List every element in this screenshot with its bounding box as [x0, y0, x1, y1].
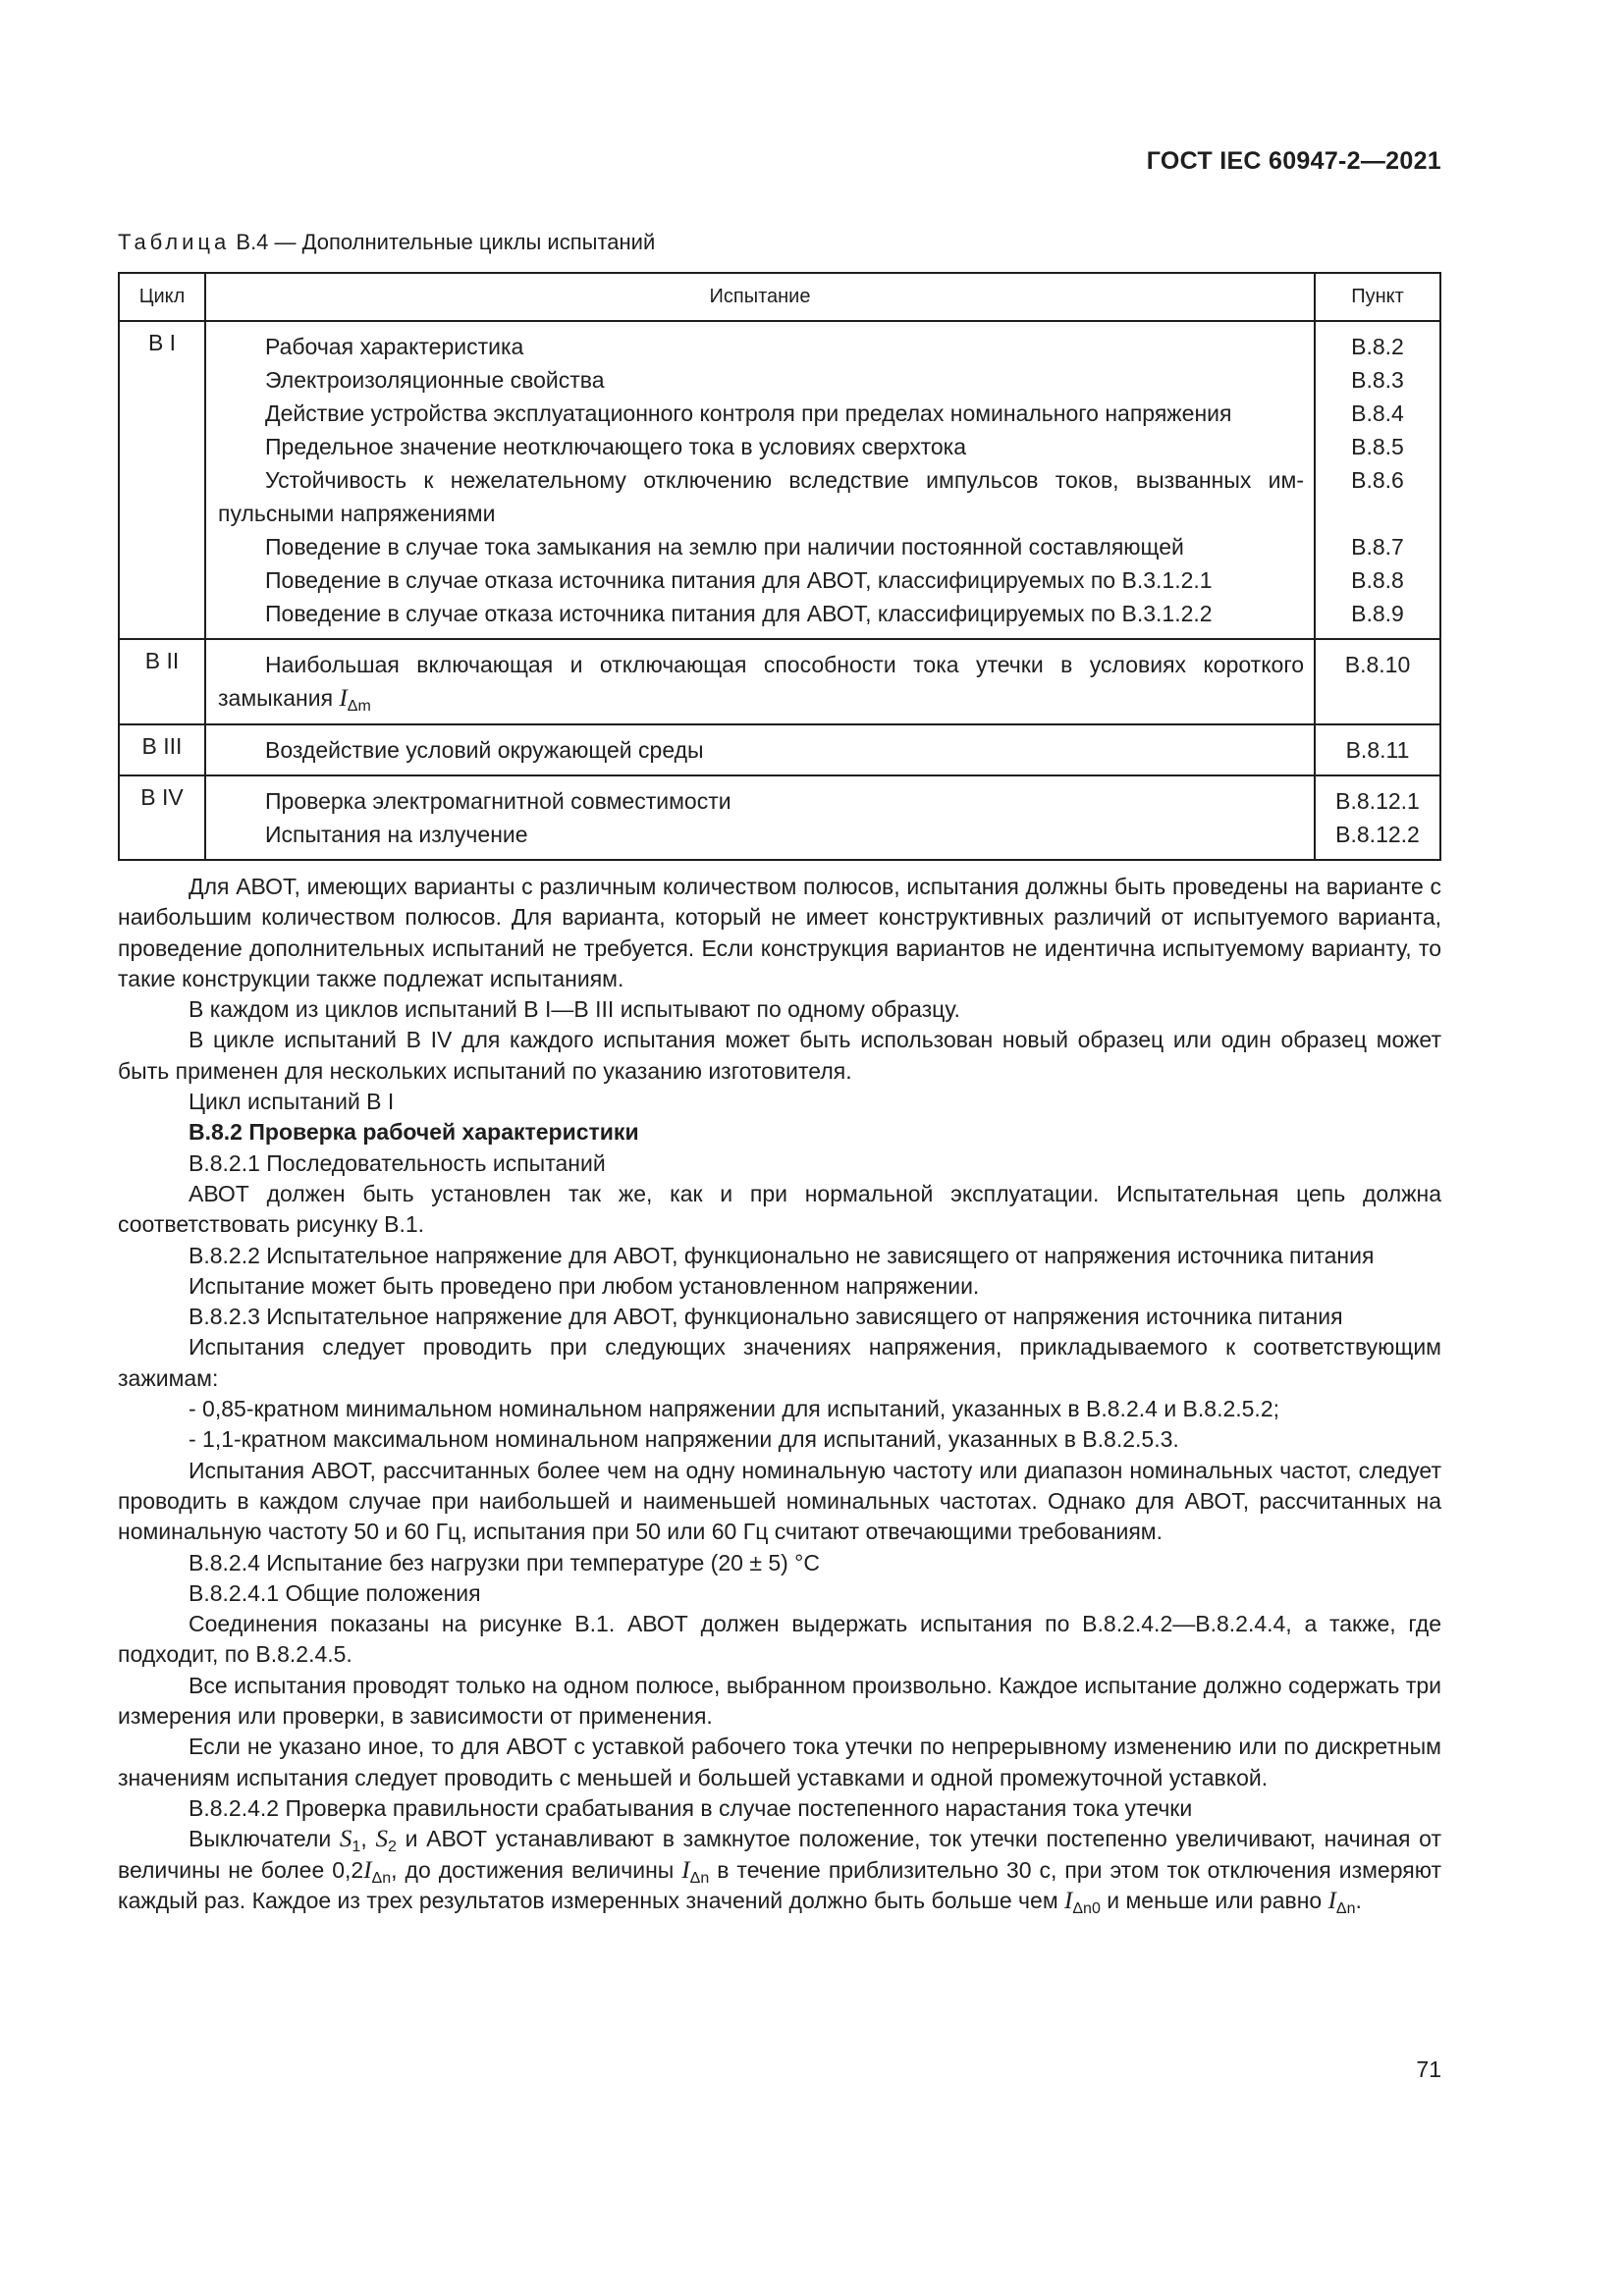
paragraph: Для АВОТ, имеющих варианты с различным количеством полюсов, испытания должны быть проведены на варианте с наибольшим количеством полюсов. Для варианта, который не имеет конструктивных различий от испытуемого варианта, проведение дополнительных испытаний не требуется. Если конструкция вариантов не идентична испытуемому варианту, то такие конструкции также подлежат испытаниям.: [118, 874, 1441, 991]
paragraph: В цикле испытаний В IV для каждого испытания может быть использован новый образец или один образец может быть применен для нескольких испытаний по указанию изготовителя.: [118, 1027, 1441, 1084]
column-header-test: Испытание: [205, 273, 1315, 321]
test-cycles-table: [118, 272, 1441, 861]
current-subscript: Δn0: [1072, 1899, 1101, 1917]
test-line: Воздействие условий окружающей среды: [265, 737, 704, 763]
cycle-cell: В III: [119, 724, 205, 775]
text-run: , до достижения величины: [391, 1856, 682, 1883]
test-line: Поведение в случае отказа источника питания для АВОТ, классифицируемых по В.3.1.2.2: [265, 601, 1213, 626]
clause-number: В.8.11: [1345, 737, 1410, 763]
switch-subscript: 1: [352, 1839, 361, 1856]
table-row: [119, 321, 1440, 639]
subsection-heading: В.8.2.2 Испытательное напряжение для АВОТ, функционально не зависящего от напряжения источника питания: [189, 1242, 1375, 1268]
standard-header: ГОСТ IEC 60947-2—2021: [1146, 147, 1441, 175]
clause-number: В.8.4: [1351, 400, 1404, 426]
clause-cell: [1315, 724, 1440, 775]
test-line: Электроизоляционные свойства: [265, 367, 605, 393]
table-row: [119, 639, 1440, 724]
subsection-heading: В.8.2.4.1 Общие положения: [189, 1579, 481, 1606]
test-line: Испытания на излучение: [265, 822, 528, 847]
paragraph: Соединения показаны на рисунке В.1. АВОТ должен выдержать испытания по В.8.2.4.2—В.8.2.4.4, а также, где подходит, по В.8.2.4.5.: [118, 1611, 1441, 1668]
test-line: Устойчивость к нежелательному отключению вследствие импульсов токов, вызванных им-: [265, 467, 1304, 493]
section-heading: В.8.2 Проверка рабочей характеристики: [189, 1119, 639, 1146]
current-subscript: Δn: [1335, 1899, 1356, 1917]
paragraph: Испытания следует проводить при следующих значениях напряжения, прикладываемого к соответствующим зажимам:: [118, 1334, 1441, 1391]
text-run: .: [1355, 1887, 1362, 1913]
clause-number: В.8.10: [1344, 652, 1411, 677]
clause-number: В.8.12.2: [1335, 822, 1420, 847]
text-run: в течение приблизительно 30 с, при этом ток отключения измеряют каждый раз. Каждое из трех результатов измеренных значений должно быть больше чем: [118, 1856, 1441, 1913]
test-line: Поведение в случае отказа источника питания для АВОТ, классифицируемых по В.3.1.2.1: [265, 567, 1213, 593]
clause-number: В.8.9: [1351, 601, 1404, 626]
clause-number: В.8.5: [1351, 434, 1404, 459]
paragraph: Цикл испытаний В I: [189, 1089, 395, 1115]
subsection-heading: В.8.2.3 Испытательное напряжение для АВОТ, функционально зависящего от напряжения источника питания: [189, 1304, 1343, 1330]
test-line: [218, 681, 1304, 716]
current-symbol: I: [1327, 1887, 1336, 1914]
paragraph: Испытание может быть проведено при любом установленном напряжении.: [189, 1272, 980, 1299]
current-symbol: I: [681, 1856, 690, 1884]
current-symbol: I: [1064, 1887, 1073, 1914]
current-symbol: I: [339, 685, 348, 712]
current-symbol: I: [363, 1856, 372, 1884]
subsection-heading: В.8.2.4.2 Проверка правильности срабатывания в случае постепенного нарастания тока утечки: [189, 1794, 1193, 1821]
table-row: [119, 775, 1440, 860]
table-row: [119, 724, 1440, 775]
subsection-heading: В.8.2.4 Испытание без нагрузки при температуре (20 ± 5) °С: [189, 1549, 820, 1575]
test-line: Поведение в случае тока замыкания на землю при наличии постоянной составляющей: [265, 534, 1184, 560]
test-line: Предельное значение неотключающего тока в условиях сверхтока: [265, 434, 967, 459]
text-run: Выключатели: [189, 1826, 340, 1852]
test-line: Наибольшая включающая и отключающая способности тока утечки в условиях короткого: [265, 652, 1304, 677]
list-item: - 1,1-кратном максимальном номинальном напряжении для испытаний, указанных в В.8.2.5.3.: [189, 1426, 1179, 1453]
list-item: - 0,85-кратном минимальном номинальном напряжении для испытаний, указанных в В.8.2.4 и В.8.2.5.2;: [189, 1396, 1280, 1422]
cycle-cell: В II: [119, 639, 205, 724]
subsection-heading: В.8.2.1 Последовательность испытаний: [189, 1149, 606, 1176]
clause-number: В.8.6: [1351, 467, 1404, 493]
clause-number: В.8.2: [1351, 334, 1404, 359]
tests-cell: [205, 321, 1315, 639]
paragraph: Испытания АВОТ, рассчитанных более чем на одну номинальную частоту или диапазон номинальных частот, следует проводить в каждом случае при наибольшей и наименьшей номинальных частотах. Однако для АВОТ, рассчитанных на номинальную частоту 50 и 60 Гц, испытания при 50 или 60 Гц считают отвечающими требованиям.: [118, 1457, 1441, 1545]
text-run: и меньше или равно: [1100, 1887, 1328, 1913]
clause-number: В.8.7: [1351, 534, 1404, 560]
table-caption-text: В.4 — Дополнительные циклы испытаний: [236, 230, 656, 254]
clause-cell: [1315, 639, 1440, 724]
text-run: ,: [360, 1826, 376, 1852]
switch-symbol: S: [375, 1826, 388, 1853]
test-line: пульсными напряжениями: [218, 501, 496, 526]
clause-cell: [1315, 321, 1440, 639]
paragraph: Если не указано иное, то для АВОТ с уставкой рабочего тока утечки по непрерывному изменению или по дискретным значениям испытания следует проводить с меньшей и большей уставками и одной промежуточной уставкой.: [118, 1734, 1441, 1790]
table-caption: [118, 230, 655, 255]
table-header-row: [119, 273, 1440, 321]
paragraph: АВОТ должен быть установлен так же, как и при нормальной эксплуатации. Испытательная цепь должна соответствовать рисунку В.1.: [118, 1180, 1441, 1238]
current-subscript: Δn: [371, 1869, 392, 1887]
test-line: Действие устройства эксплуатационного контроля при пределах номинального напряжения: [265, 400, 1232, 426]
tests-cell: [205, 775, 1315, 860]
cycle-cell: В I: [119, 321, 205, 639]
column-header-clause: Пункт: [1315, 273, 1440, 321]
tests-cell: [205, 639, 1315, 724]
tests-cell: [205, 724, 1315, 775]
table-caption-word: Таблица: [118, 230, 231, 254]
clause-number: В.8.3: [1351, 367, 1404, 393]
current-symbol-subscript: Δm: [347, 698, 371, 715]
page-number: 71: [1416, 2056, 1441, 2082]
test-line-text: замыкания: [218, 685, 334, 711]
paragraph: В каждом из циклов испытаний В I—В III испытывают по одному образцу.: [189, 996, 960, 1023]
cycle-cell: В IV: [119, 775, 205, 860]
switch-symbol: S: [339, 1826, 352, 1853]
test-line: Рабочая характеристика: [265, 334, 524, 359]
text-run: и АВОТ устанавливают в замкнутое положение, ток утечки постепенно увеличивают, начиная от величины не более 0,2: [118, 1826, 1441, 1883]
paragraph-with-formulas: [118, 1824, 1441, 1916]
column-header-cycle: Цикл: [119, 273, 205, 321]
body-text: [118, 872, 1441, 1916]
current-subscript: Δn: [689, 1869, 710, 1887]
switch-subscript: 2: [387, 1839, 397, 1856]
clause-number: В.8.8: [1351, 567, 1404, 593]
clause-cell: [1315, 775, 1440, 860]
clause-number: В.8.12.1: [1335, 788, 1420, 814]
paragraph: Все испытания проводят только на одном полюсе, выбранном произвольно. Каждое испытание должно содержать три измерения или проверки, в зависимости от применения.: [118, 1672, 1441, 1730]
clause-number: [1317, 497, 1438, 530]
test-line: Проверка электромагнитной совместимости: [265, 788, 731, 814]
